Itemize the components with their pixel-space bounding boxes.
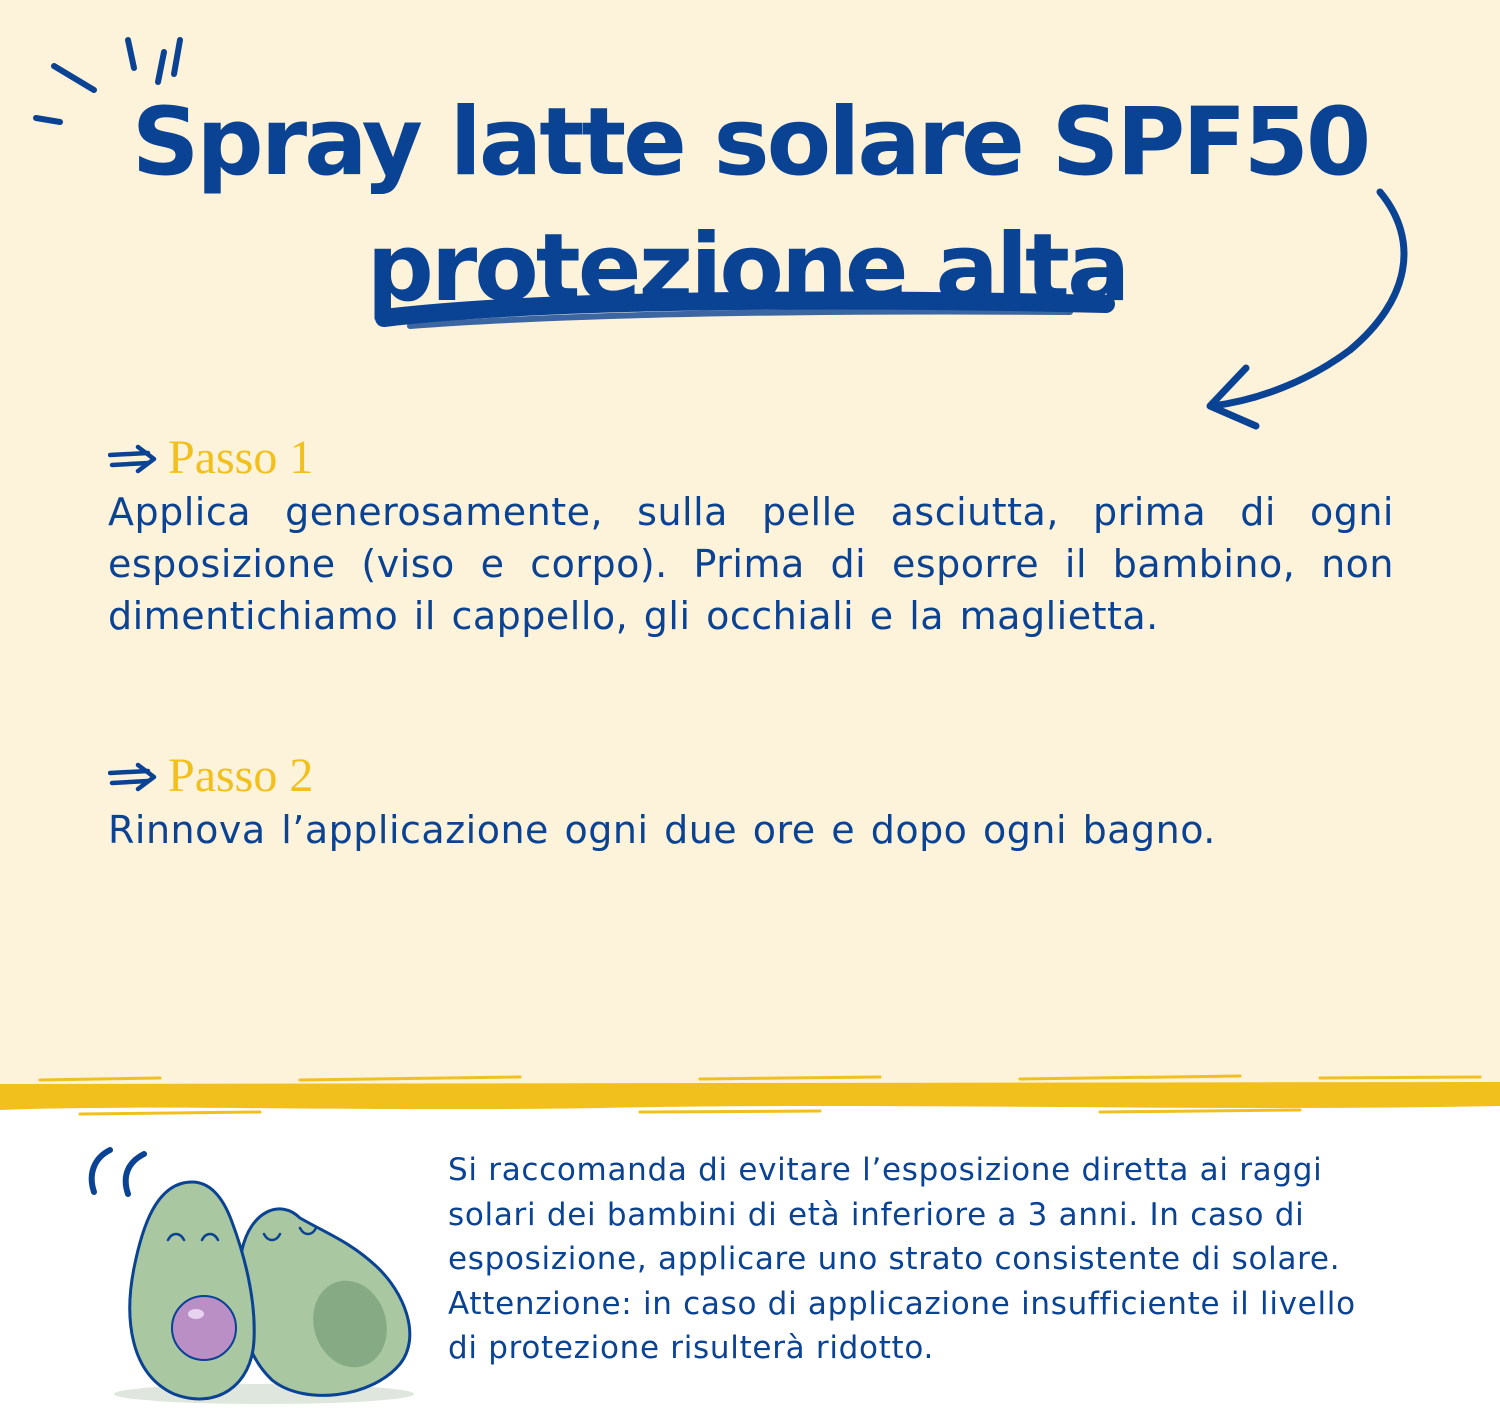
step-arrow-icon [108, 762, 158, 792]
step-1 [108, 430, 1394, 642]
brush-underline [370, 282, 1120, 338]
safety-note-text: Si raccomanda di evitare l’esposizione diretta ai raggi solari dei bambini di età inferiore a 3 anni. In caso di esposizione, applicare uno strato consistente di solare. Attenzione: in caso di applicazione insufficiente il livello di protezione risulterà ridotto. [448, 1152, 1356, 1366]
step-1-label: Passo 1 [168, 431, 314, 484]
title-line-2: protezione alta [366, 214, 1128, 323]
title-line-1: Spray latte solare SPF50 [131, 88, 1369, 197]
step-2-label: Passo 2 [168, 749, 314, 802]
curved-arrow-icon [1190, 180, 1420, 440]
avocado-right [238, 1209, 409, 1395]
step-2-header [108, 748, 1394, 804]
step-arrow-icon [108, 444, 158, 474]
yellow-brush-divider [0, 1074, 1500, 1120]
safety-note [448, 1148, 1368, 1371]
step-1-text: Applica generosamente, sulla pelle asciutta, prima di ogni esposizione (viso e corpo). Prima di esporre il bambino, non dimentichiamo il cappello, gli occhiali e la maglietta. [108, 490, 1394, 638]
step-2-text: Rinnova l’applicazione ogni due ore e dopo ogni bagno. [108, 808, 1216, 852]
avocado-illustration [104, 1168, 424, 1408]
avocado-left [130, 1182, 254, 1399]
step-1-header [108, 430, 1394, 486]
step-2 [108, 748, 1394, 856]
